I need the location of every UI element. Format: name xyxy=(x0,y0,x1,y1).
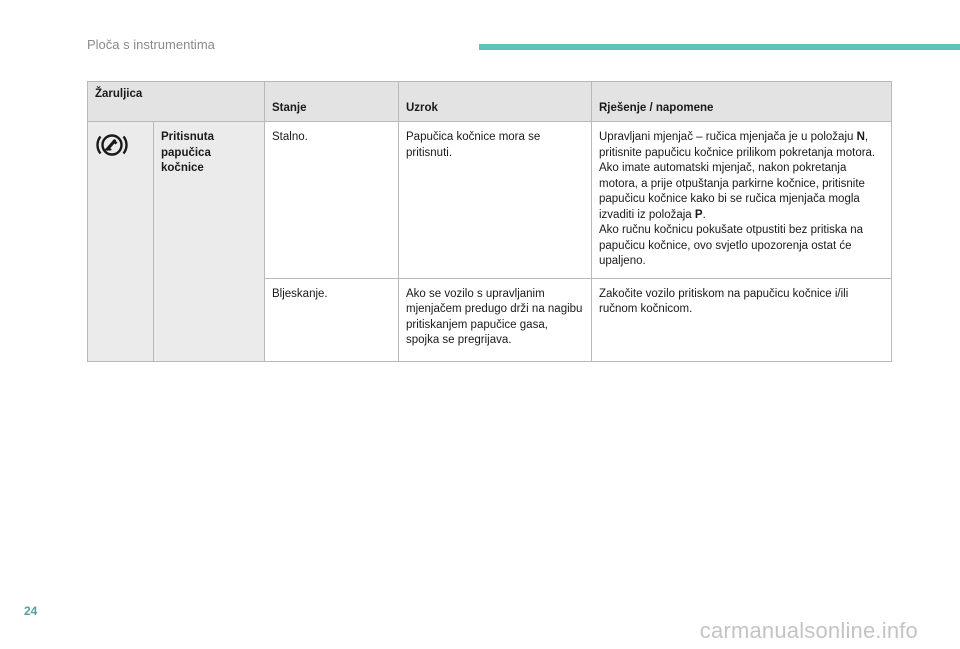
cause-cell: Ako se vozilo s upravljanim mjenjačem predugo drži na nagibu pritiskanjem papučice gasa, spojka se pregrijava. xyxy=(399,278,592,361)
lamp-icon-cell xyxy=(88,122,154,362)
header-state: Stanje xyxy=(265,82,399,122)
header-solution: Rješenje / napomene xyxy=(592,82,892,122)
brake-pedal-warning-icon xyxy=(95,130,129,160)
watermark: carmanualsonline.info xyxy=(699,618,918,643)
emphasized-text: N xyxy=(856,131,865,143)
text-span: Ako ručnu kočnicu pokušate otpustiti bez pritiska na papučicu kočnice, ovo svjetlo upozorenja ostat će upaljeno. xyxy=(599,224,864,267)
section-title: Ploča s instrumentima xyxy=(87,37,215,52)
solution-cell xyxy=(592,278,892,361)
text-span: Upravljani mjenjač – ručica mjenjača je u položaju xyxy=(599,131,857,143)
solution-cell xyxy=(592,122,892,279)
text-span: , pritisnite papučicu kočnice prilikom pokretanja motora. xyxy=(599,131,876,159)
table-row xyxy=(88,122,892,279)
state-cell: Bljeskanje. xyxy=(265,278,399,361)
header-lamp: Žaruljica xyxy=(88,82,265,122)
warning-lamp-table xyxy=(87,81,892,362)
cause-cell: Papučica kočnice mora se pritisnuti. xyxy=(399,122,592,279)
table-header-row xyxy=(88,82,892,122)
header-accent-bar xyxy=(479,44,960,50)
text-span: Zakočite vozilo pritiskom na papučicu kočnice i/ili ručnom kočnicom. xyxy=(599,287,849,315)
page-number: 24 xyxy=(24,604,38,618)
text-span: . xyxy=(702,208,706,221)
emphasized-text: P xyxy=(694,208,703,221)
header-cause: Uzrok xyxy=(399,82,592,122)
state-cell: Stalno. xyxy=(265,122,399,279)
lamp-name: Pritisnuta papučica kočnice xyxy=(154,122,265,362)
text-span: Ako imate automatski mjenjač, nakon pokretanja motora, a prije otpuštanja parkirne kočnice, pritisnite papučicu kočnice kako bi se ručica mjenjača mogla izvaditi iz položaja xyxy=(599,162,865,221)
